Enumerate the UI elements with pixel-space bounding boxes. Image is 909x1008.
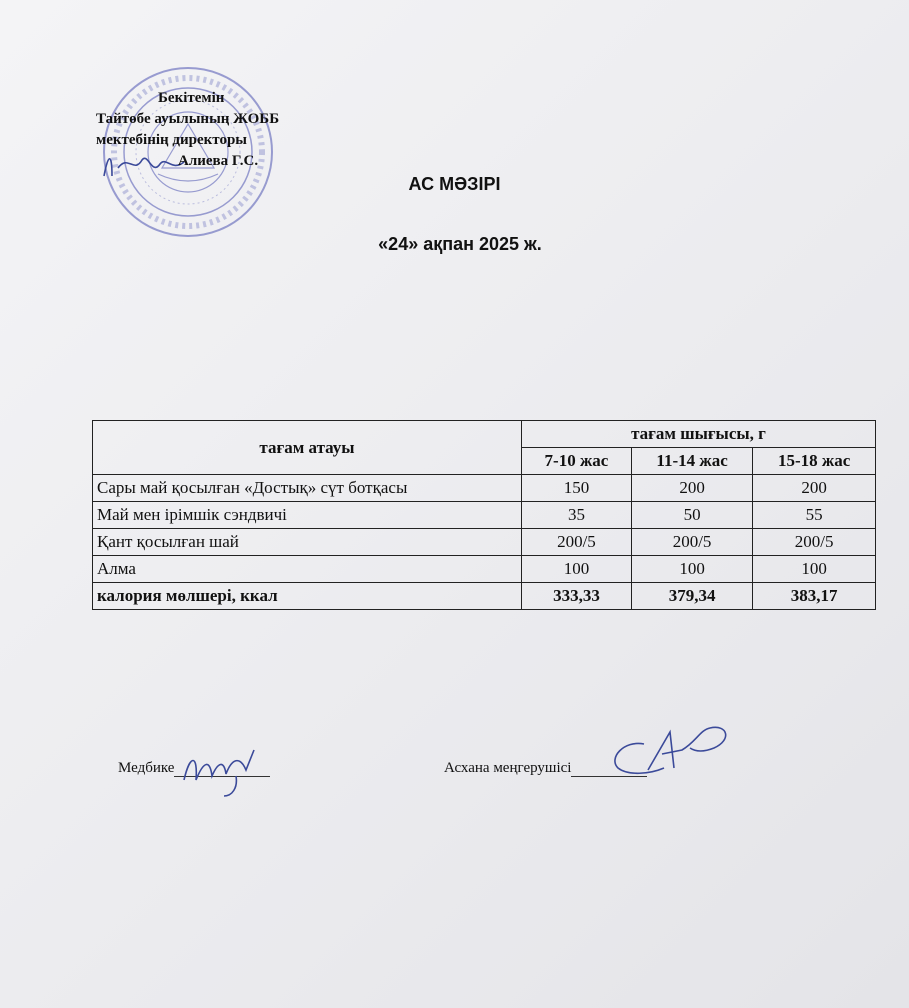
approval-line-1: Бекітемін: [158, 90, 225, 106]
age-group: 15-18 жас: [753, 448, 876, 475]
total-value: 379,34: [631, 583, 752, 610]
table-row: [93, 556, 876, 583]
dish-name: Алма: [93, 556, 522, 583]
dish-name: Май мен ірімшік сэндвичі: [93, 502, 522, 529]
approval-line-2: Тайтөбе ауылының ЖОББ: [96, 111, 280, 127]
header-output: тағам шығысы, г: [522, 421, 876, 448]
kitchen-head-signature: [604, 722, 740, 788]
document-title: АС МӘЗІРІ: [408, 174, 501, 194]
total-value: 333,33: [522, 583, 632, 610]
dish-value: 100: [753, 556, 876, 583]
age-group: 7-10 жас: [522, 448, 632, 475]
dish-value: 200: [753, 475, 876, 502]
total-value: 383,17: [753, 583, 876, 610]
age-group: 11-14 жас: [631, 448, 752, 475]
total-calories-row: [93, 583, 876, 610]
table-row: [93, 529, 876, 556]
approval-line-3: мектебінің директоры: [96, 132, 248, 148]
table-row: [93, 475, 876, 502]
dish-value: 200/5: [631, 529, 752, 556]
dish-name: Қант қосылған шай: [93, 529, 522, 556]
dish-value: 35: [522, 502, 632, 529]
dish-value: 50: [631, 502, 752, 529]
dish-value: 100: [522, 556, 632, 583]
dish-value: 100: [631, 556, 752, 583]
kitchen-label: Асхана меңгерушісі: [444, 760, 572, 776]
dish-value: 200/5: [753, 529, 876, 556]
document-date: «24» ақпан 2025 ж.: [378, 234, 542, 254]
approval-line-4: Алиева Г.С.: [178, 153, 259, 169]
dish-value: 150: [522, 475, 632, 502]
header-dish-name: тағам атауы: [93, 421, 522, 475]
total-label: калория мөлшері, ккал: [93, 583, 522, 610]
dish-value: 200: [631, 475, 752, 502]
table-header-row: [93, 421, 876, 448]
dish-name: Сары май қосылған «Достық» сүт ботқасы: [93, 475, 522, 502]
dish-value: 200/5: [522, 529, 632, 556]
approval-block: [96, 88, 279, 172]
table-row: [93, 502, 876, 529]
dish-value: 55: [753, 502, 876, 529]
medic-label: Медбике: [118, 760, 175, 776]
medic-signature: [176, 740, 268, 800]
menu-table: [92, 420, 876, 610]
